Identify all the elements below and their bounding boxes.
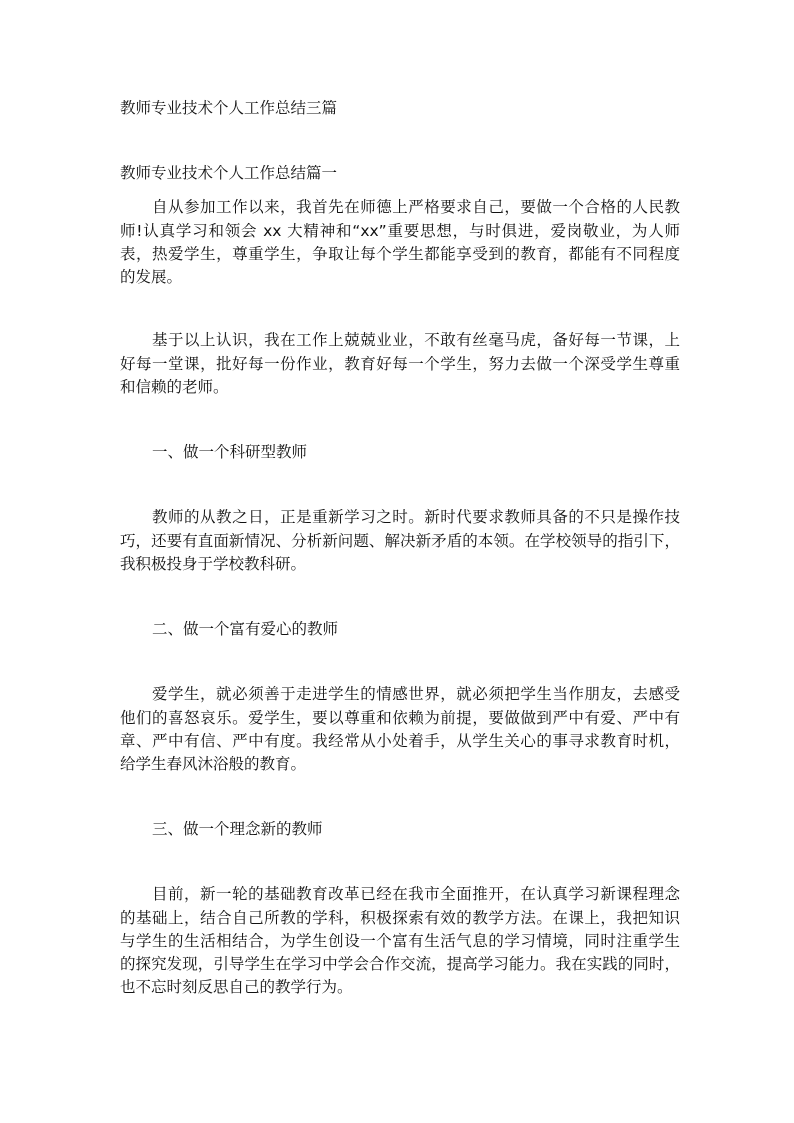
section-heading-2: 二、做一个富有爱心的教师: [152, 620, 339, 638]
paragraph-line: 的发展。: [120, 268, 183, 286]
paragraph-line: 巧，还要有直面新情况、分析新问题、解决新矛盾的本领。在学校领导的指引下，: [120, 532, 680, 550]
paragraph-line: 教师的从教之日，正是重新学习之时。新时代要求教师具备的不只是操作技: [152, 508, 680, 526]
paragraph-line: 与学生的生活相结合，为学生创设一个富有生活气息的学习情境，同时注重学生: [120, 932, 680, 950]
section-heading-3: 三、做一个理念新的教师: [152, 820, 323, 838]
document-title: 教师专业技术个人工作总结三篇: [120, 99, 338, 117]
paragraph-line: 表，热爱学生，尊重学生，争取让每个学生都能享受到的教育，都能有不同程度: [120, 245, 680, 263]
paragraph-line: 的探究发现，引导学生在学习中学会合作交流，提高学习能力。我在实践的同时，: [120, 955, 680, 973]
document-subtitle: 教师专业技术个人工作总结篇一: [120, 164, 338, 182]
paragraph-line: 的基础上，结合自己所教的学科，积极探索有效的教学方法。在课上，我把知识: [120, 909, 680, 927]
paragraph-line: 也不忘时刻反思自己的教学行为。: [120, 978, 353, 996]
paragraph-line: 章、严中有信、严中有度。我经常从小处着手，从学生关心的事寻求教育时机，: [120, 732, 680, 750]
paragraph-line: 爱学生，就必须善于走进学生的情感世界，就必须把学生当作朋友，去感受: [152, 685, 680, 703]
paragraph-line: 师!认真学习和领会 xx 大精神和“xx”重要思想，与时俱进，爱岗敬业，为人师: [120, 222, 680, 240]
paragraph-line: 好每一堂课，批好每一份作业，教育好每一个学生，努力去做一个深受学生尊重: [120, 355, 680, 373]
paragraph-line: 基于以上认识，我在工作上兢兢业业，不敢有丝毫马虎，备好每一节课，上: [152, 331, 680, 349]
paragraph-line: 和信赖的老师。: [120, 378, 229, 396]
paragraph-line: 我积极投身于学校教科研。: [120, 555, 307, 573]
paragraph-line: 自从参加工作以来，我首先在师德上严格要求自己，要做一个合格的人民教: [152, 198, 680, 216]
paragraph-line: 目前，新一轮的基础教育改革已经在我市全面推开，在认真学习新课程理念: [152, 885, 680, 903]
paragraph-line: 他们的喜怒哀乐。爱学生，要以尊重和依赖为前提，要做做到严中有爱、严中有: [120, 709, 680, 727]
section-heading-1: 一、做一个科研型教师: [152, 443, 308, 461]
paragraph-line: 给学生春风沐浴般的教育。: [120, 755, 307, 773]
